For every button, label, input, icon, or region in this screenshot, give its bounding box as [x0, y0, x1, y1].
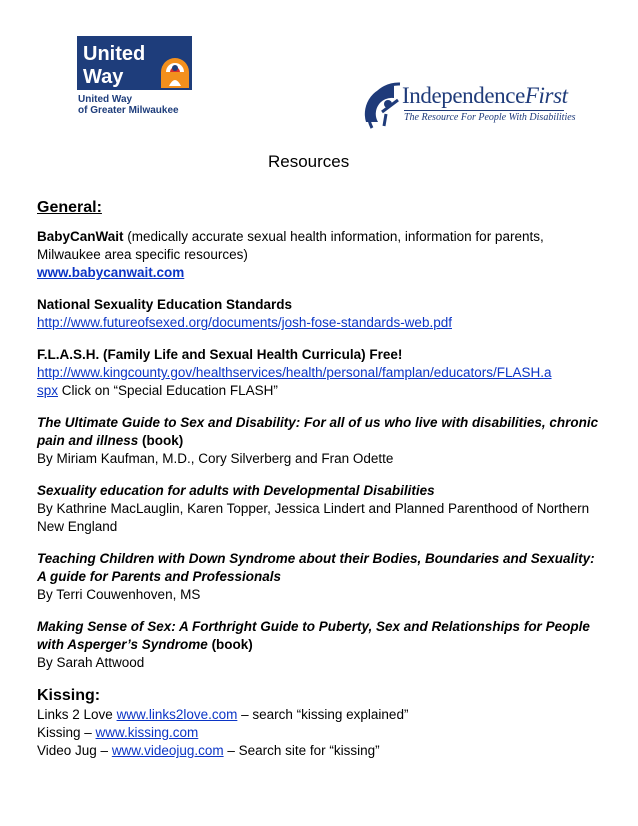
resource-name: F.L.A.S.H. (Family Life and Sexual Health Curricula) Free!: [37, 347, 403, 362]
book-authors: By Miriam Kaufman, M.D., Cory Silverberg and Fran Odette: [37, 451, 394, 466]
flash-note: Click on “Special Education FLASH”: [58, 383, 278, 398]
resource-name: National Sexuality Education Standards: [37, 297, 293, 312]
kissing-heading: Kissing:: [37, 687, 101, 704]
links2love-link[interactable]: www.links2love.com: [116, 707, 238, 722]
book-authors: By Terri Couwenhoven, MS: [37, 587, 201, 602]
book-authors: By Kathrine MacLauglin, Karen Topper, Jessica Lindert and Planned Parenthood of Northern New England: [37, 501, 590, 534]
resource-book-ultimate-guide: [37, 414, 607, 468]
list-item: Video Jug – www.videojug.com – Search site for “kissing”: [37, 743, 380, 758]
logo-divider: [404, 110, 564, 111]
resource-nses: [37, 296, 607, 332]
resource-name: BabyCanWait: [37, 229, 124, 244]
resource-book-down-syndrome: [37, 550, 607, 604]
book-authors: By Sarah Attwood: [37, 655, 145, 670]
book-title: The Ultimate Guide to Sex and Disability: For all of us who live with disabilities, chronic pain and illness: [37, 415, 599, 448]
independence-first-tagline: The Resource For People With Disabilities: [404, 112, 576, 123]
united-way-subtitle: United Way of Greater Milwaukee: [78, 94, 179, 116]
book-title: Making Sense of Sex: A Forthright Guide to Puberty, Sex and Relationships for People with Asperger’s Syndrome: [37, 619, 590, 652]
book-title: Teaching Children with Down Syndrome about their Bodies, Boundaries and Sexuality: A guide for Parents and Professionals: [37, 551, 595, 584]
united-way-logo: [77, 36, 192, 90]
kissing-link[interactable]: www.kissing.com: [95, 725, 199, 740]
book-type: (book): [138, 433, 184, 448]
nses-link[interactable]: http://www.futureofsexed.org/documents/josh-fose-standards-web.pdf: [37, 315, 452, 330]
list-item: Kissing – www.kissing.com: [37, 725, 199, 740]
kissing-list: [37, 706, 607, 760]
uw-logo-line1: United: [83, 43, 146, 65]
resource-book-making-sense: [37, 618, 607, 672]
resource-flash: [37, 346, 607, 400]
page-title: Resources: [268, 152, 350, 171]
flash-link[interactable]: http://www.kingcounty.gov/healthservices/health/personal/famplan/educators/FLASH.a: [37, 365, 552, 380]
babycanwait-link[interactable]: www.babycanwait.com: [37, 265, 185, 280]
resource-list: [37, 198, 607, 760]
resource-book-sexuality-education: [37, 482, 607, 536]
independence-first-name: IndependenceFirst: [402, 83, 568, 108]
list-item: Links 2 Love www.links2love.com – search “kissing explained”: [37, 707, 409, 722]
uw-logo-line2: Way: [83, 66, 124, 88]
resource-description: (medically accurate sexual health information, information for parents, Milwaukee area specific resources): [37, 229, 544, 262]
resource-babycanwait: [37, 228, 607, 282]
flash-link-continued[interactable]: spx: [37, 383, 59, 398]
videojug-link[interactable]: www.videojug.com: [111, 743, 224, 758]
general-heading: General:: [37, 199, 102, 216]
book-type: (book): [207, 637, 253, 652]
book-title: Sexuality education for adults with Developmental Disabilities: [37, 483, 435, 498]
